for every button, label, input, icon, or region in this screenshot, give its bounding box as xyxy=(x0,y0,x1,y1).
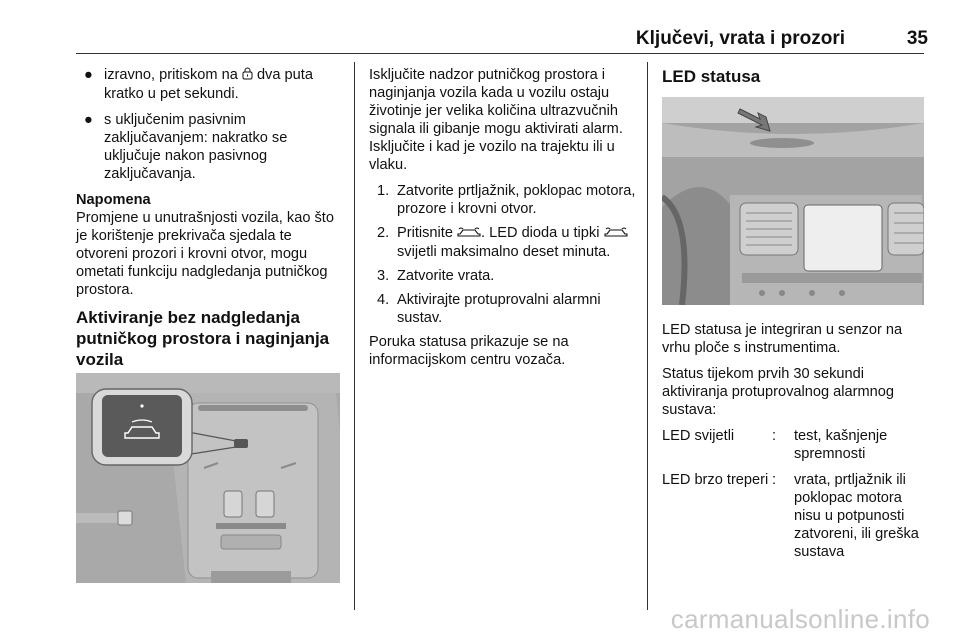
outro-paragraph: Poruka statusa prikazuje se na informacijskom centru vozača. xyxy=(369,334,569,368)
lock-icon xyxy=(242,68,253,83)
note-heading: Napomena xyxy=(76,192,151,208)
intro-paragraph: Isključite nadzor putničkog prostora i naginjanja vozila kada u vozilu ostaju životinje jer velika količina ultrazvučnih signala ili gibanje mogu aktivirati alarm. Isključite i kad je vozilo na trajektu ili u vlaku. xyxy=(369,67,623,173)
status-intro: Status tijekom prvih 30 sekundi aktiviranja protuprovalnog alarmnog sustava: xyxy=(662,366,895,418)
bullet-item: ● s uključenim pasivnim zaključavanjem: nakratko se uključuje nakon pasivnog zaključavanja. xyxy=(84,112,288,182)
dashboard-led-illustration xyxy=(662,97,924,305)
column-3-text xyxy=(662,321,930,569)
overhead-console-illustration xyxy=(76,373,340,583)
bullet-dot: ● xyxy=(84,112,93,128)
section-heading: LED statusa xyxy=(662,67,761,86)
car-tilt-icon xyxy=(457,226,481,241)
caption-paragraph: LED statusa je integriran u senzor na vrhu ploče s instrumentima. xyxy=(662,322,903,356)
column-3 xyxy=(662,66,930,97)
column-2 xyxy=(369,66,636,377)
section-heading: Aktiviranje bez nadgledanja putničkog prostora i naginjanja vozila xyxy=(76,308,330,369)
page-number: 35 xyxy=(906,28,928,49)
page-section-title: Ključevi, vrata i prozori xyxy=(635,28,845,49)
led-status-row: LED brzo treperi : vrata, prtljažnik ili poklopac motora nisu u potpunosti zatvoreni, ili greška sustava xyxy=(662,472,919,560)
car-tilt-icon xyxy=(604,226,628,241)
bullet-dot: ● xyxy=(84,67,93,83)
bullet-item: ● izravno, pritiskom na dva puta kratko u pet sekundi. xyxy=(84,67,313,102)
step-item: 3. Zatvorite vrata. xyxy=(377,268,495,284)
column-1 xyxy=(76,66,342,380)
column-divider-1 xyxy=(354,62,355,610)
step-item: 2. Pritisnite . LED dioda u tipki svijetli maksimalno deset minuta. xyxy=(369,224,636,261)
led-status-row: LED svijetli : test, kašnjenje spremnosti xyxy=(662,428,888,462)
step-item: 1. Zatvorite prtljažnik, poklopac motora, prozore i krovni otvor. xyxy=(377,183,636,217)
note-text: Promjene u unutrašnjosti vozila, kao što je korištenje prekrivača sjedala te otvoreni prozori i krovni otvor, mogu ometati funkciju nadgledanja putničkog prostora. xyxy=(76,210,334,298)
watermark: carmanualsonline.info xyxy=(670,604,930,634)
column-divider-2 xyxy=(647,62,648,610)
header-divider xyxy=(76,53,924,54)
step-item: 4. Aktivirajte protuprovalni alarmni sustav. xyxy=(377,292,601,326)
